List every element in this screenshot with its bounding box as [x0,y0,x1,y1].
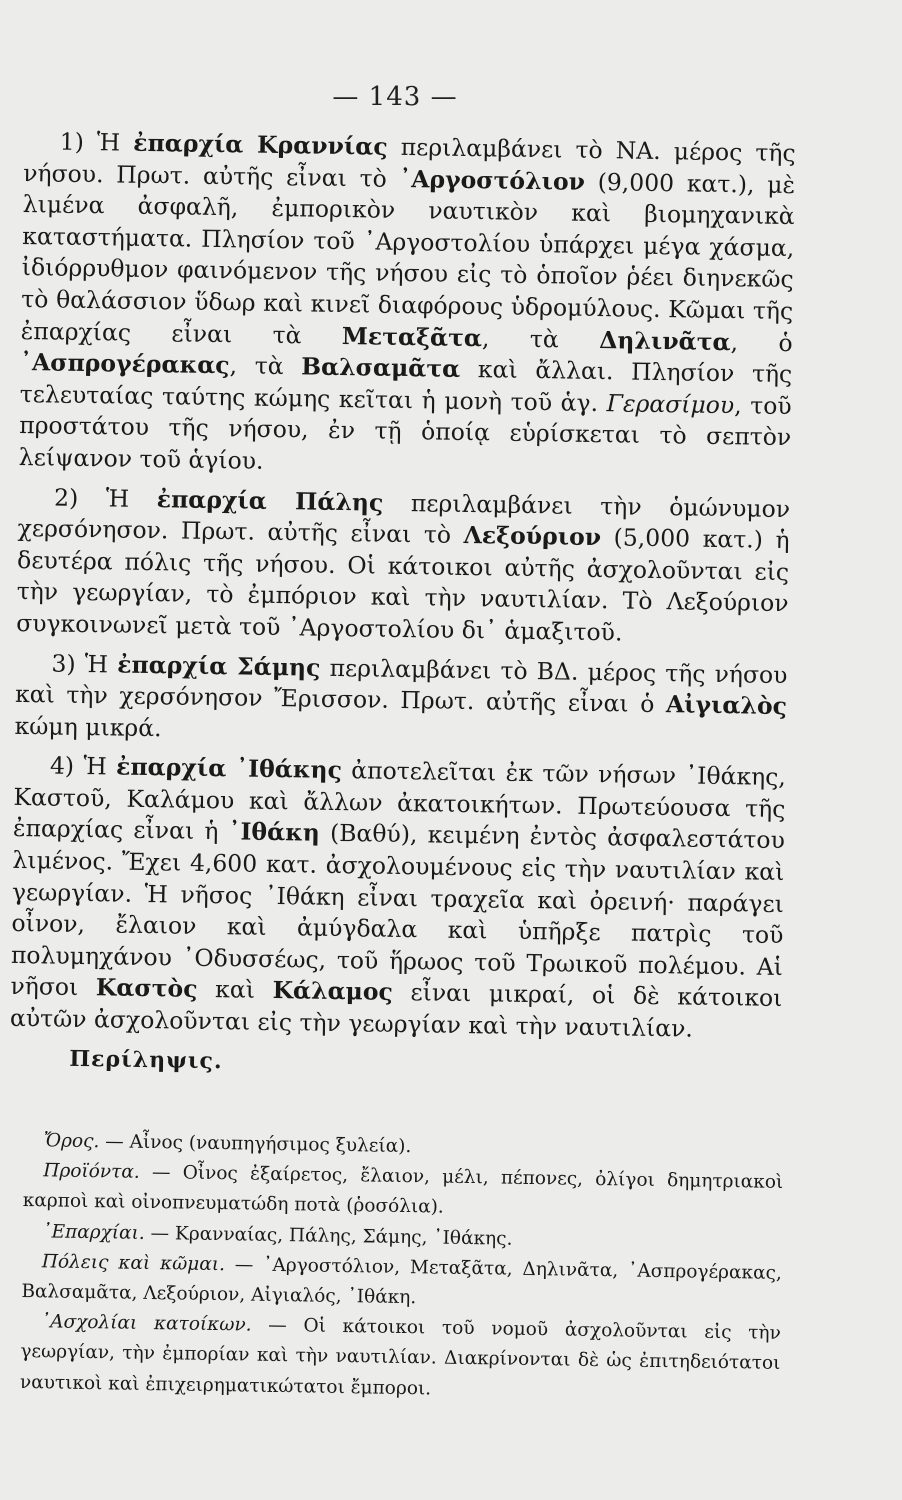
village-name: ᾿Ασπρογέρακας [20,348,230,380]
summary-text: — Οἶνος ἐξαίρετος, ἔλαιον, μέλι, πέπονες, ὀλίγοι δημητριακοὶ καρποὶ καὶ οἰνοπνευματώδη ποτὰ (ῥοσόλια). [22,1162,784,1219]
village-name: Βαλσαμᾶτα [301,352,461,384]
section-text: Ἡ [73,752,117,781]
province-title: ἐπαρχία Σάμης [117,650,321,682]
island-name: Κάλαμος [272,976,394,1007]
summary-text: — Κρανναίας, Πάλης, Σάμης, ᾿Ιθάκης. [150,1222,513,1250]
section-text: (Βαθύ), κειμένη ἐντὸς ἀσφαλεστάτου λιμένος. Ἔχει 4,600 κατ. ἀσχολουμένους εἰς τὴν ναυτιλίαν καὶ γεωργίαν. Ἡ νῆσος ᾿Ιθάκη εἶναι τραχεῖα καὶ ὀρεινή· παράγει οἶνον, ἔλαιον καὶ ἀμύγδαλα καὶ ὑπῆρξε πατρὶς τοῦ πολυμηχάνου ᾿Οδυσσέως, τοῦ ἥρωος τοῦ Τρωικοῦ πολέμου. Αἱ νῆσοι [10,819,786,1002]
section-text: περιλαμβάνει τὸ ΒΔ. μέρος τῆς νήσου καὶ τὴν χερσόνησον Ἔρισσον. Πρωτ. αὐτῆς εἶναι ὁ [14,653,788,719]
section-number: 4) [49,751,75,781]
section-text: περιλαμβάνει τὸ ΝΑ. μέρος τῆς νήσου. Πρωτ. αὐτῆς εἶναι τὸ [23,132,796,193]
capital-name: Λεξούριον [463,521,602,552]
section-text: Ἡ [75,649,118,679]
section-text: , τὰ [229,351,302,381]
section-kranaia [19,126,796,486]
capital-name: Αἰγιαλὸς [665,690,788,721]
island-name: Καστὸς [95,973,198,1004]
section-text: καὶ ἄλλαι. Πλησίον τῆς τελευταίας ταύτης κώμης κεῖται ἡ μονὴ τοῦ ἁγ. [19,355,793,417]
province-title: ἐπαρχία Πάλης [156,484,384,517]
summary-label: Προϊόντα. [43,1160,140,1184]
capital-name: ᾿Αργοστόλιον [399,164,586,196]
province-title: ἐπαρχία ᾿Ιθάκης [115,752,343,785]
section-text: (9,000 κατ.), μὲ λιμένα ἀσφαλῆ, ἐμπορικὸν ναυτικὸν καὶ βιομηχανικὰ καταστήματα. Πλησίον τοῦ ᾿Αργοστολίου ὑπάρχει μέγα χάσμα, ἰδιόρρυθμον φαινόμενον τῆς νήσου εἰς τὸ ὁποῖον ῥέει διηνεκῶς τὸ θαλάσσιον ὕδωρ καὶ κινεῖ διαφόρους ὑδρομύλους. Κῶμαι τῆς ἐπαρχίας εἶναι τὰ [20,167,796,350]
summary-label: ᾿Ασχολίαι κατοίκων. [40,1311,252,1336]
summary-block [20,1126,784,1410]
section-ithaki [10,750,786,1046]
section-text: , τοῦ προστάτου τῆς νήσου, ἐν τῇ ὁποίᾳ εὑρίσκεται τὸ σεπτὸν λείψανον τοῦ ἁγίου. [18,390,792,475]
section-text: καὶ [197,975,273,1005]
capital-name: ᾿Ιθάκη [228,817,321,848]
summary-item-products [23,1156,784,1228]
summary-text: — Αἶνος (ναυπηγήσιμος ξυλεία). [105,1131,412,1158]
summary-label: Ὄρος. [43,1130,100,1153]
section-text: (5,000 κατ.) ἡ δευτέρα πόλις τῆς νήσου. Οἱ κάτοικοι αὐτῆς ἀσχολοῦνται εἰς τὴν γεωργίαν, τὸ ἐμπόριον καὶ τὴν ναυτιλίαν. Τὸ Λεξούριον συγκοινωνεῖ μετὰ τοῦ ᾿Αργοστολίου δι᾿ ἁμαξιτοῦ. [15,523,790,647]
section-number: 3) [51,649,76,678]
village-name: Δηλινᾶτα [598,325,731,356]
section-text: Ἡ [83,127,134,157]
province-title: ἐπαρχία Κραννίας [133,128,388,161]
section-text: κώμη μικρά. [14,711,162,742]
page-number: — 143 — [332,82,458,112]
section-number: 1) [59,127,85,156]
section-text: , τὰ [481,323,600,354]
summary-text: — Οἱ κάτοικοι τοῦ νομοῦ ἀσχολοῦνται εἰς τὴν γεωργίαν, τὴν ἐμπορίαν καὶ τὴν ναυτιλίαν. Διακρίνονται δὲ ὡς ἐπιτηδειότατοι ναυτικοὶ καὶ ἐπιχειρηματικώτατοι ἔμποροι. [19,1315,781,1400]
summary-label: Πόλεις καὶ κῶμαι. [41,1251,226,1275]
section-text: Ἡ [78,483,158,513]
summary-text: — ᾿Αργοστόλιον, Μεταξᾶτα, Δηλινᾶτα, ᾿Ασπρογέρακας, Βαλσαμᾶτα, Λεξούριον, Αἰγιαλός, ᾿Ιθάκη. [21,1254,782,1309]
village-name: Μεταξᾶτα [341,321,483,352]
summary-label: ᾿Επαρχίαι. [42,1220,145,1244]
summary-item-occupations [20,1307,781,1410]
section-number: 2) [53,483,79,512]
section-text: εἶναι μικραί, οἱ δὲ κάτοικοι αὐτῶν ἀσχολοῦνται εἰς τὴν γεωργίαν καὶ τὴν ναυτιλίαν. [9,978,783,1043]
section-sami [14,647,787,754]
section-text: περιλαμβάνει τὴν ὁμώνυμον χερσόνησον. Πρωτ. αὐτῆς εἶναι τὸ [17,488,791,550]
section-text: ἀποτελεῖται ἐκ τῶν νήσων ᾿Ιθάκης, Καστοῦ, Καλάμου καὶ ἄλλων ἀκατοικήτων. Πρωτεύουσα τῆς ἐπαρχίας εἶναι ἡ [12,756,787,846]
summary-heading: Περίληψις. [69,1045,223,1074]
section-pali [16,481,790,651]
main-text [9,126,796,1094]
saint-name: Γερασίμου [606,388,735,419]
section-text: , ὁ [730,327,793,357]
